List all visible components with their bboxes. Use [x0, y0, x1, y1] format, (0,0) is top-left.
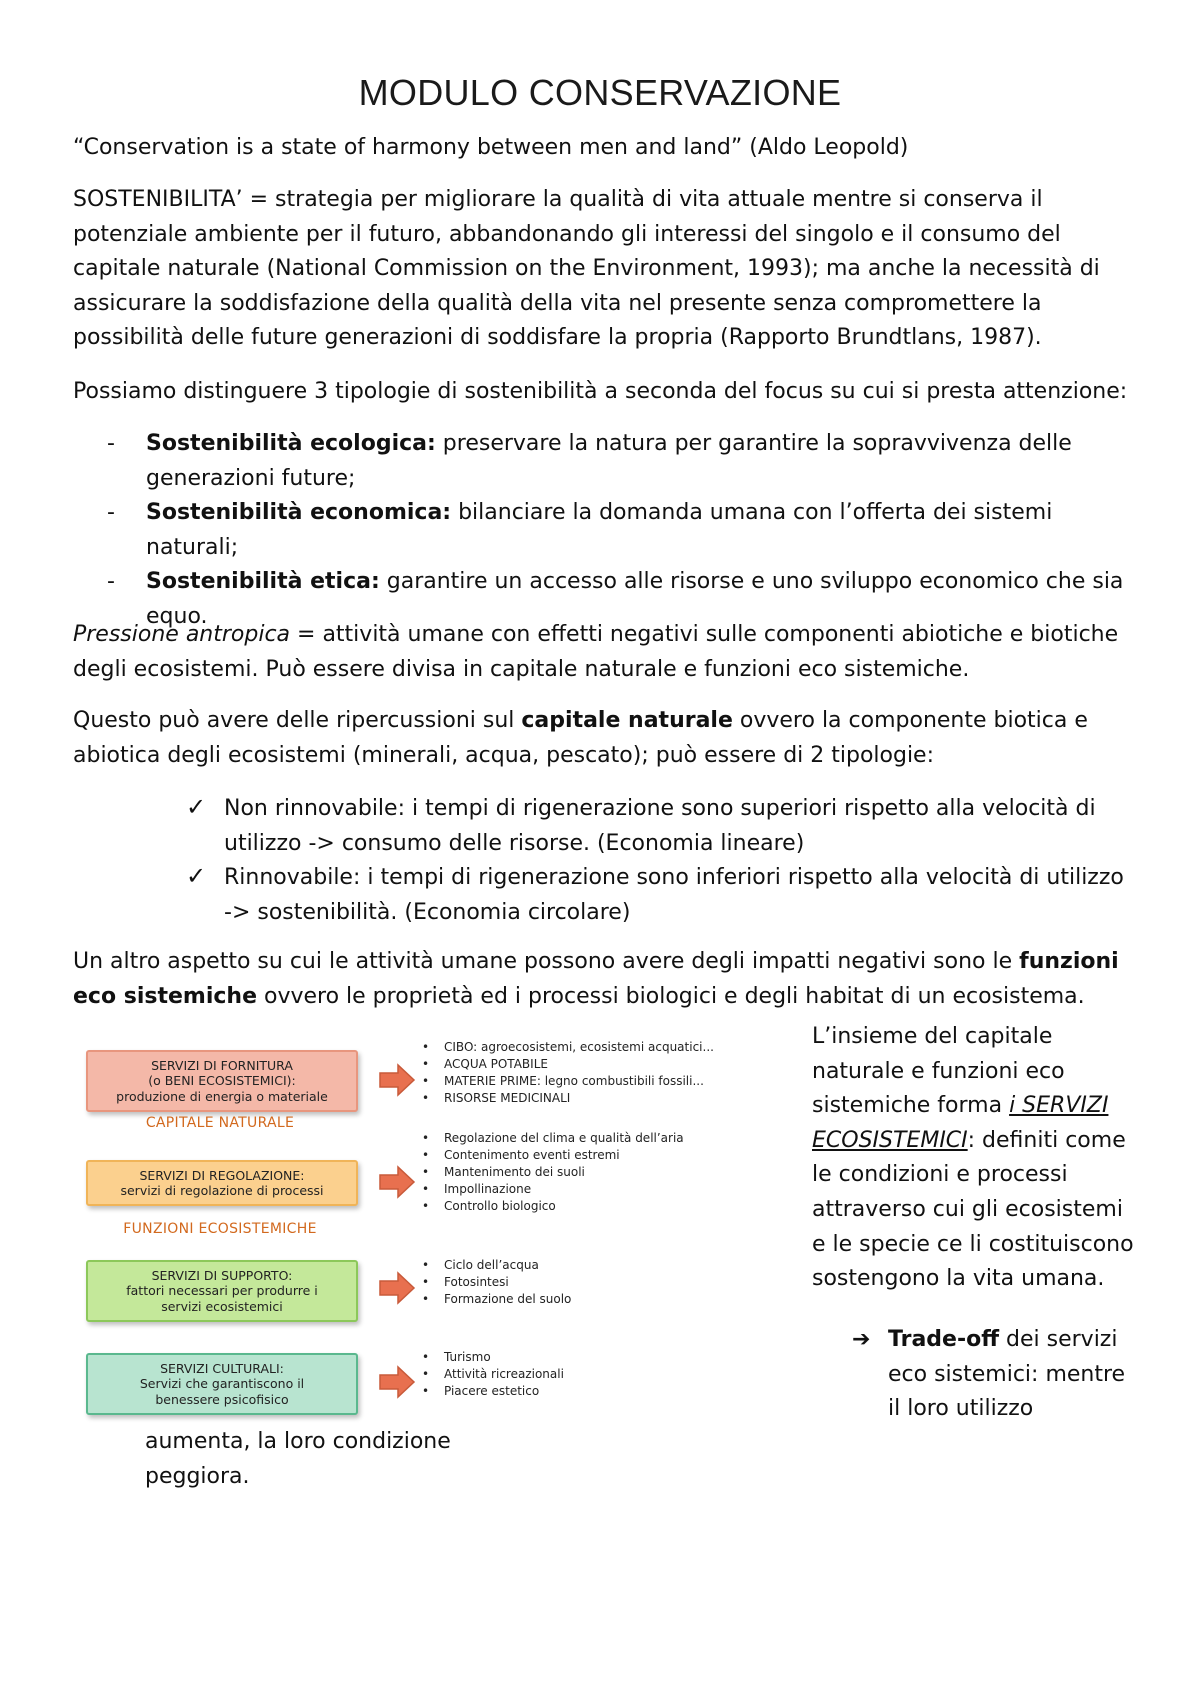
sostenibilita-term: SOSTENIBILITA’ [73, 187, 243, 212]
risorse-list [186, 792, 1136, 930]
tradeoff-term: Trade-off [888, 1327, 1000, 1352]
capitale-post: ovvero la componente biotica e abiotica degli ecosistemi (minerali, acqua, pescato); può essere di 2 tipologie: [73, 708, 1088, 768]
list-item [186, 792, 1136, 861]
regolazione-box [86, 1160, 358, 1206]
fornitura-box [86, 1050, 358, 1112]
pressione-paragraph [73, 618, 1133, 687]
list-item: • MATERIE PRIME: legno combustibili fossili... [418, 1073, 714, 1090]
checkmark-icon: ✓ [186, 793, 207, 821]
servizi-paragraph [812, 1020, 1142, 1297]
list-item-text: bilanciare la domanda umana con l’offerta dei sistemi naturali; [146, 500, 1053, 560]
regolazione-list [418, 1130, 684, 1215]
list-item-text: garantire un accesso alle risorse e uno sviluppo economico che sia equo. [146, 569, 1124, 629]
page-title: MODULO CONSERVAZIONE [358, 72, 842, 113]
list-item: • Controllo biologico [418, 1198, 684, 1215]
box-line: (o BENI ECOSISTEMICI): [148, 1073, 296, 1089]
box-line: produzione di energia o materiale [116, 1088, 328, 1104]
list-item-text: preservare la natura per garantire la sopravvivenza delle generazioni future; [146, 431, 1072, 491]
box-line: fattori necessari per produrre i [126, 1283, 318, 1299]
dash-marker: - [107, 569, 115, 595]
servizi-post: : definiti come le condizioni e processi attraverso cui gli ecosistemi e le specie ce li costituiscono sostengono la vita umana. [812, 1127, 1134, 1292]
capitale-pre: Questo può avere delle ripercussioni sul [73, 708, 522, 733]
right-arrow-icon [378, 1365, 416, 1399]
box-line: servizi di regolazione di processi [120, 1183, 324, 1198]
supporto-list [418, 1257, 571, 1308]
tipologie-intro: Possiamo distinguere 3 tipologie di sostenibilità a seconda del focus su cui si presta attenzione: [73, 379, 1128, 404]
funzioni-term: funzioni eco sistemiche [73, 949, 1119, 1009]
list-item [107, 496, 1137, 565]
list-item: • Formazione del suolo [418, 1291, 571, 1308]
list-item [107, 427, 1137, 496]
servizi-term: i SERVIZI ECOSISTEMICI [812, 1093, 1109, 1153]
sostenibilita-text: = strategia per migliorare la qualità di vita attuale mentre si conserva il potenziale ambiente per il futuro, abbandonando gli interessi del singolo e il consumo del capitale naturale (National Commission on the Environment, 1993); ma anche la necessità di assicurare la soddisfazione della qualità della vita nel presente senza compromettere la possibilità delle future generazioni di soddisfare la propria (Rapporto Brundtlans, 1987). [73, 187, 1100, 351]
list-item-term: Sostenibilità ecologica: [146, 431, 436, 456]
list-item: • ACQUA POTABILE [418, 1056, 714, 1073]
list-item-term: Sostenibilità economica: [146, 500, 452, 526]
capitale-naturale-label: CAPITALE NATURALE [145, 1115, 295, 1131]
funzioni-ecosistemiche-label: FUNZIONI ECOSISTEMICHE [123, 1221, 317, 1237]
checkmark-icon: ✓ [186, 862, 207, 891]
capitale-term: capitale naturale [521, 708, 733, 733]
list-item: • CIBO: agroecosistemi, ecosistemi acquatici... [418, 1039, 714, 1056]
box-line: SERVIZI DI SUPPORTO: [151, 1267, 293, 1283]
arrow-icon: ➔ [852, 1327, 871, 1352]
list-item: • Impollinazione [418, 1181, 684, 1198]
funzioni-post: ovvero le proprietà ed i processi biologici e degli habitat di un ecosistema. [257, 983, 1085, 1009]
box-line: Servizi che garantiscono il [139, 1376, 305, 1392]
pressione-term: Pressione antropica [73, 622, 291, 647]
list-item: • RISORSE MEDICINALI [418, 1090, 714, 1107]
list-item: • Turismo [418, 1349, 564, 1366]
supporto-box [86, 1260, 358, 1322]
dash-marker: - [107, 500, 115, 526]
pressione-text: = attività umane con effetti negativi sulle componenti abiotiche e biotiche degli ecosistemi. Può essere divisa in capitale naturale e funzioni eco sistemiche. [73, 622, 1119, 682]
sostenibilita-paragraph [73, 183, 1133, 356]
ecosystem-services-figure [80, 1035, 800, 1425]
box-line: SERVIZI DI FORNITURA [151, 1057, 293, 1073]
right-arrow-icon [378, 1271, 416, 1305]
list-item: • Mantenimento dei suoli [418, 1164, 684, 1181]
box-line: benessere psicofisico [155, 1391, 289, 1407]
tradeoff-paragraph [852, 1323, 1142, 1427]
tradeoff-continuation: aumenta, la loro condizione peggiora. [145, 1429, 451, 1489]
culturali-box [86, 1353, 358, 1415]
dash-marker: - [107, 431, 115, 456]
right-arrow-icon [378, 1063, 416, 1097]
list-item: • Contenimento eventi estremi [418, 1147, 684, 1164]
list-item-term: Sostenibilità etica: [146, 569, 380, 595]
box-line: SERVIZI DI REGOLAZIONE: [139, 1167, 305, 1183]
list-item-text: Rinnovabile: i tempi di rigenerazione sono inferiori rispetto alla velocità di utilizzo -> sostenibilità. (Economia circolare) [224, 865, 1124, 925]
list-item: • Piacere estetico [418, 1383, 564, 1400]
fornitura-list [418, 1039, 714, 1107]
funzioni-paragraph [73, 945, 1133, 1014]
tipologie-list [107, 427, 1137, 635]
funzioni-pre: Un altro aspetto su cui le attività umane possono avere degli impatti negativi sono le [73, 949, 1020, 974]
tradeoff-text: dei servizi eco sistemici: mentre il loro utilizzo [888, 1327, 1126, 1422]
box-line: SERVIZI CULTURALI: [160, 1360, 284, 1376]
right-arrow-icon [378, 1165, 416, 1199]
list-item: • Ciclo dell’acqua [418, 1257, 571, 1274]
capitale-paragraph [73, 704, 1133, 773]
servizi-pre: L’insieme del capitale naturale e funzioni eco sistemiche forma [812, 1024, 1065, 1119]
culturali-list [418, 1349, 564, 1400]
list-item: • Regolazione del clima e qualità dell’aria [418, 1130, 684, 1147]
list-item-text: Non rinnovabile: i tempi di rigenerazione sono superiori rispetto alla velocità di utilizzo -> consumo delle risorse. (Economia lineare) [224, 796, 1096, 856]
box-line: servizi ecosistemici [161, 1298, 283, 1314]
list-item [186, 861, 1136, 930]
list-item: • Fotosintesi [418, 1274, 571, 1291]
list-item: • Attività ricreazionali [418, 1366, 564, 1383]
quote-paragraph: “Conservation is a state of harmony between men and land” (Aldo Leopold) [73, 135, 909, 160]
